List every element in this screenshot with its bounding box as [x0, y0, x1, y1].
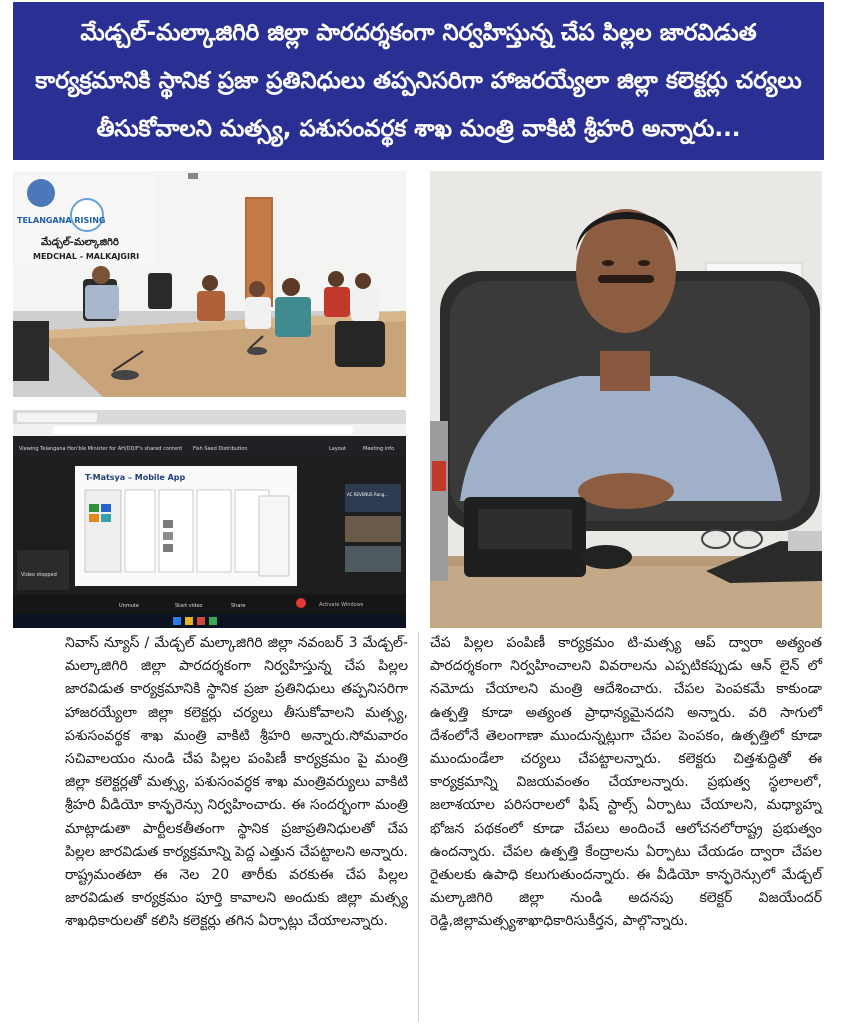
article-paragraph-left: నివాస్ న్యూస్ / మేడ్చల్ మల్కాజిగిరి జిల్లా నవంబర్ 3 మేడ్చల్-మల్కాజిగిరి జిల్లా పారదర్శకంగా నిర్వహిస్తున్న చేప పిల్లల జారవిడుత కార్యక్రమానికి స్థానిక ప్రజా ప్రతినిధులు తప్పనిసరిగా హాజరయ్యేలా జిల్లా కలెక్టర్లు చర్యలు తీసుకోవాలని మత్స్య, పశుసంవర్థక శాఖ మంత్రి వాకిటి శ్రీహరి అన్నారు.సోమవారం సచివాలయం నుండి చేప పిల్లల పంపిణీ కార్యక్రమం పై మంత్రి జిల్లా కలెక్టర్లతో మత్స్య, పశుసంవర్ధక శాఖ మంత్రివర్యులు వాకిటి శ్రీహరి వీడియో కాన్ఫరెన్సు నిర్వహించారు. ఈ సందర్భంగా మంత్రి మాట్లాడుతా పార్టీలకతీతంగా స్థానిక ప్రజాప్రతినిధులతో చేప పిల్లల జారవిడుత కార్యక్రమాన్ని పెద్ద ఎత్తున చేపట్టాలని అన్నారు. రాష్ట్రమంతటా ఈ నెల 20 తారీకు వరకుఈ చేప పిల్లల జారవిడుత కార్యక్రమం పూర్తి కావాలని అందుకు జిల్లా మత్స్య శాఖధికారులతో కలిసి కలెక్టర్లు తగిన ఏర్పాట్లు చేయాలన్నారు.	[65, 635, 408, 930]
sign-telugu-text: మేడ్చల్-మల్కాజిగిరి	[41, 237, 119, 248]
minister-portrait-photo	[430, 171, 822, 628]
video-stopped-label: Video stopped	[21, 572, 57, 578]
article-column-left	[13, 632, 408, 934]
share-label: Share	[231, 603, 246, 609]
sign-english-text: MEDCHAL - MALKAJGIRI	[33, 252, 140, 261]
screen-meeting-info-label: Meeting info	[363, 446, 395, 452]
screen-layout-label: Layout	[329, 446, 346, 452]
screen-view-title: Viewing Telangana Hon'ble Minister for AH/DD/F's shared content	[19, 446, 183, 452]
screen-topbar-center: Fish Seed Distribution	[193, 446, 248, 452]
slide-title: T-Matsya – Mobile App	[85, 473, 186, 482]
headline-line-1: మేడ్చల్-మల్కాజిగిరి జిల్లా పారదర్శకంగా నిర్వహిస్తున్న చేప పిల్లల జారవిడుత	[80, 20, 757, 46]
column-divider	[418, 632, 419, 1022]
unmute-label: Unmute	[119, 603, 139, 609]
meeting-room-photo	[13, 171, 406, 397]
side-tile-label: AC REVENUE Rang...	[347, 492, 389, 497]
headline-banner	[13, 2, 824, 160]
sign-top-text: TELANGANA RISING	[17, 216, 106, 225]
video-conference-photo	[13, 410, 406, 628]
district-sign	[15, 175, 155, 265]
headline-line-3: తీసుకోవాలని మత్స్య, పశుసంవర్థక శాఖ మంత్రి వాకిటి శ్రీహరి అన్నారు...	[96, 116, 741, 142]
article-paragraph-right: చేప పిల్లల పంపిణీ కార్యక్రమం టి-మత్స్య ఆప్ ద్వారా అత్యంత పారదర్శకంగా నిర్వహించాలని వివరాలను ఎప్పటికప్పుడు ఆన్ లైన్ లో నమోదు చేయాలని మంత్రి ఆదేశించారు. చేపల పెంపకమే కాకుండా ఉత్పత్తి కూడా అత్యంత ప్రాధాన్యమైనదని అన్నారు. వరి సాగులో దేశంలోనే తెలంగాణా ముందున్నట్లుగా చేపల పెంపకం, ఉత్పత్తిలో కూడా ముందుండేలా చర్యలు చేపట్టాలన్నారు. కలెక్టరు చిత్తశుద్దితో ఈ కార్యక్రమాన్ని విజయవంతం చేయాలన్నారు. ప్రభుత్వ స్థలాలలో, జలాశయాల పరిసరాలలో ఫిష్ స్టాల్స్ ఏర్పాటు చేయాలని, మధ్యాహ్న భోజన పథకంలో కూడా చేపలు అందించే ఆలోచనలోరాష్ట్ర ప్రభుత్వం ఉందన్నారు. చేపల ఉత్పత్తి కేంద్రాలను ఏర్పాటు చేయడం ద్వారా చేపల రైతులకు ఉపాధి కలుగుతుందన్నారు. ఈ వీడియో కాన్ఫరెన్సులో మేడ్చల్ మల్కాజిగిరి జిల్లా నుండి అదనపు కలెక్టర్ విజయేందర్ రెడ్డి,జిల్లామత్స్యశాఖాధికారిసుకీర్తన, పాల్గొన్నారు.	[430, 635, 822, 930]
headline-line-2: కార్యక్రమానికి స్థానిక ప్రజా ప్రతినిధులు తప్పనిసరిగా హాజరయ్యేలా జిల్లా కలెక్టర్లు చర్యలు	[35, 68, 802, 94]
activate-windows-text: Activate Windows	[319, 602, 364, 608]
start-video-label: Start video	[175, 603, 203, 609]
article-column-right	[430, 632, 822, 934]
